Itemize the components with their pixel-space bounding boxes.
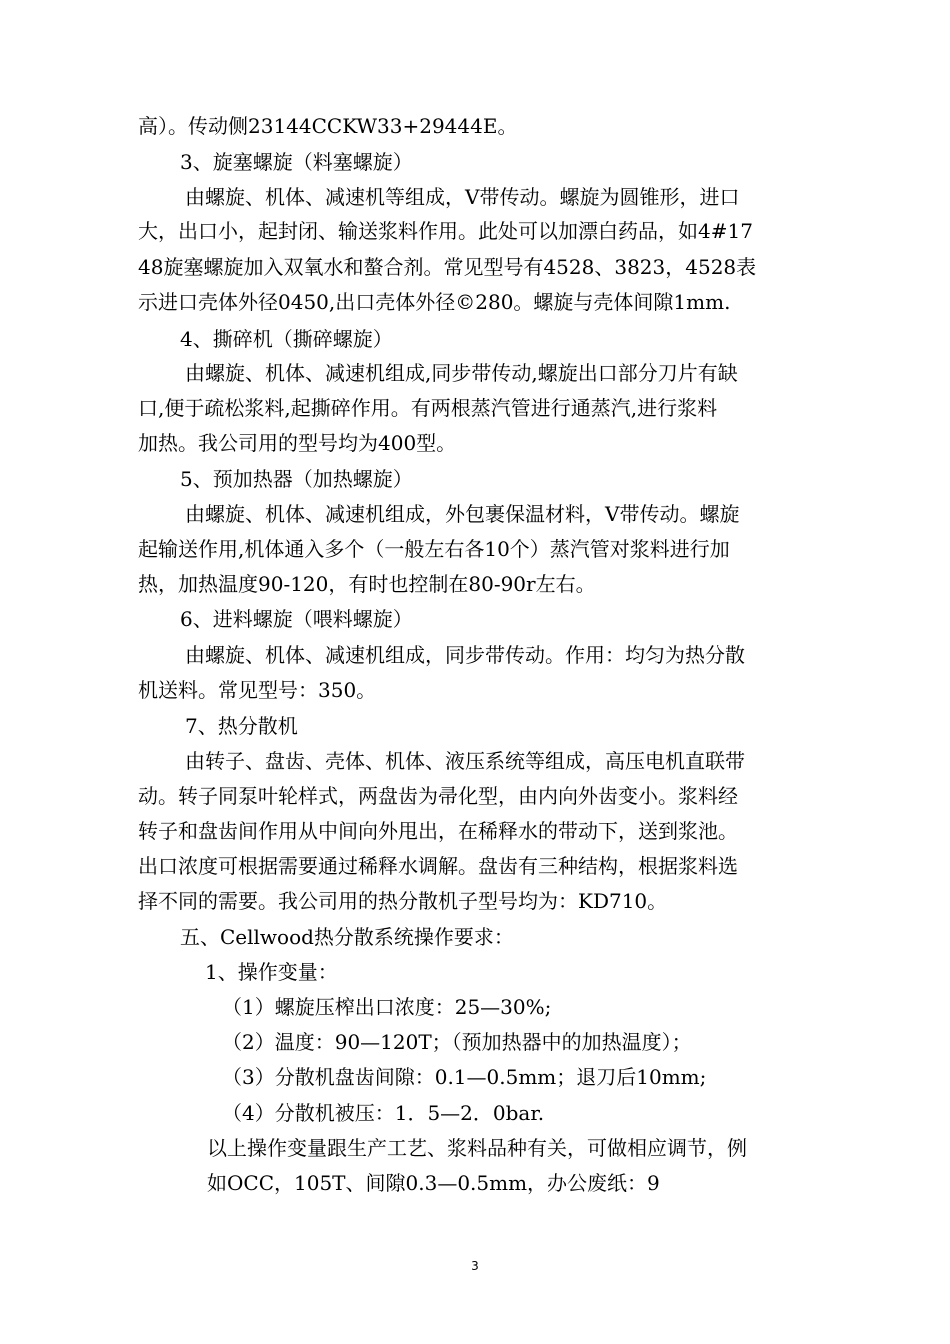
- text-line: 大，出口小，起封闭、输送浆料作用。此处可以加漂白药品，如4#17: [138, 219, 753, 243]
- page-number: 3: [471, 1259, 479, 1273]
- text-line: 转子和盘齿间作用从中间向外甩出，在稀释水的带动下，送到浆池。: [138, 819, 738, 843]
- text-line: 择不同的需要。我公司用的热分散机子型号均为：KD710。: [138, 889, 668, 913]
- text-line: 由螺旋、机体、减速机组成，同步带传动。作用：均匀为热分散: [185, 643, 745, 667]
- section-heading: 6、进料螺旋（喂料螺旋）: [180, 607, 413, 631]
- text-line: 口,便于疏松浆料,起撕碎作用。有两根蒸汽管进行通蒸汽,进行浆料: [138, 396, 718, 420]
- list-item: （1）螺旋压榨出口浓度：25—30%;: [222, 995, 552, 1019]
- section-heading: 7、热分散机: [185, 714, 298, 738]
- list-item: （4）分散机被压：1．5—2．0bar.: [222, 1101, 545, 1125]
- text-line: 加热。我公司用的型号均为400型。: [138, 431, 457, 455]
- text-line: 由螺旋、机体、减速机组成，外包裹保温材料，V带传动。螺旋: [185, 502, 740, 526]
- text-line: 48旋塞螺旋加入双氧水和螯合剂。常见型号有4528、3823，4528表: [138, 255, 757, 279]
- text-line: 起输送作用,机体通入多个（一般左右各10个）蒸汽管对浆料进行加: [138, 537, 730, 561]
- text-line: 出口浓度可根据需要通过稀释水调解。盘齿有三种结构，根据浆料选: [138, 854, 738, 878]
- text-line: 热，加热温度90-120，有时也控制在80-90r左右。: [138, 572, 596, 596]
- text-line: 机送料。常见型号：350。: [138, 678, 377, 702]
- section-heading: 4、撕碎机（撕碎螺旋）: [180, 327, 393, 351]
- section-heading: 5、预加热器（加热螺旋）: [180, 467, 413, 491]
- list-item: （3）分散机盘齿间隙：0.1—0.5mm；退刀后10mm;: [222, 1065, 707, 1089]
- subsection-heading: 1、操作变量：: [205, 960, 338, 984]
- section-heading: 3、旋塞螺旋（料塞螺旋）: [180, 150, 413, 174]
- text-line: 示进口壳体外径0450,出口壳体外径©280。螺旋与壳体间隙1mm.: [138, 290, 731, 314]
- text-line: 如OCC，105T、间隙0.3—0.5mm，办公废纸：9: [207, 1171, 660, 1195]
- text-line: 由螺旋、机体、减速机组成,同步带传动,螺旋出口部分刀片有缺: [185, 361, 738, 385]
- section-heading: 五、Cellwood热分散系统操作要求：: [180, 925, 514, 949]
- text-line: 动。转子同泵叶轮样式，两盘齿为帚化型，由内向外齿变小。浆料经: [138, 784, 738, 808]
- text-line: 高）。传动侧23144CCKW33+29444E。: [138, 114, 518, 138]
- text-line: 以上操作变量跟生产工艺、浆料品种有关，可做相应调节，例: [207, 1136, 747, 1160]
- text-line: 由转子、盘齿、壳体、机体、液压系统等组成，高压电机直联带: [185, 749, 745, 773]
- list-item: （2）温度：90—120T；（预加热器中的加热温度）；: [222, 1030, 692, 1054]
- text-line: 由螺旋、机体、减速机等组成，V带传动。螺旋为圆锥形，进口: [185, 185, 740, 209]
